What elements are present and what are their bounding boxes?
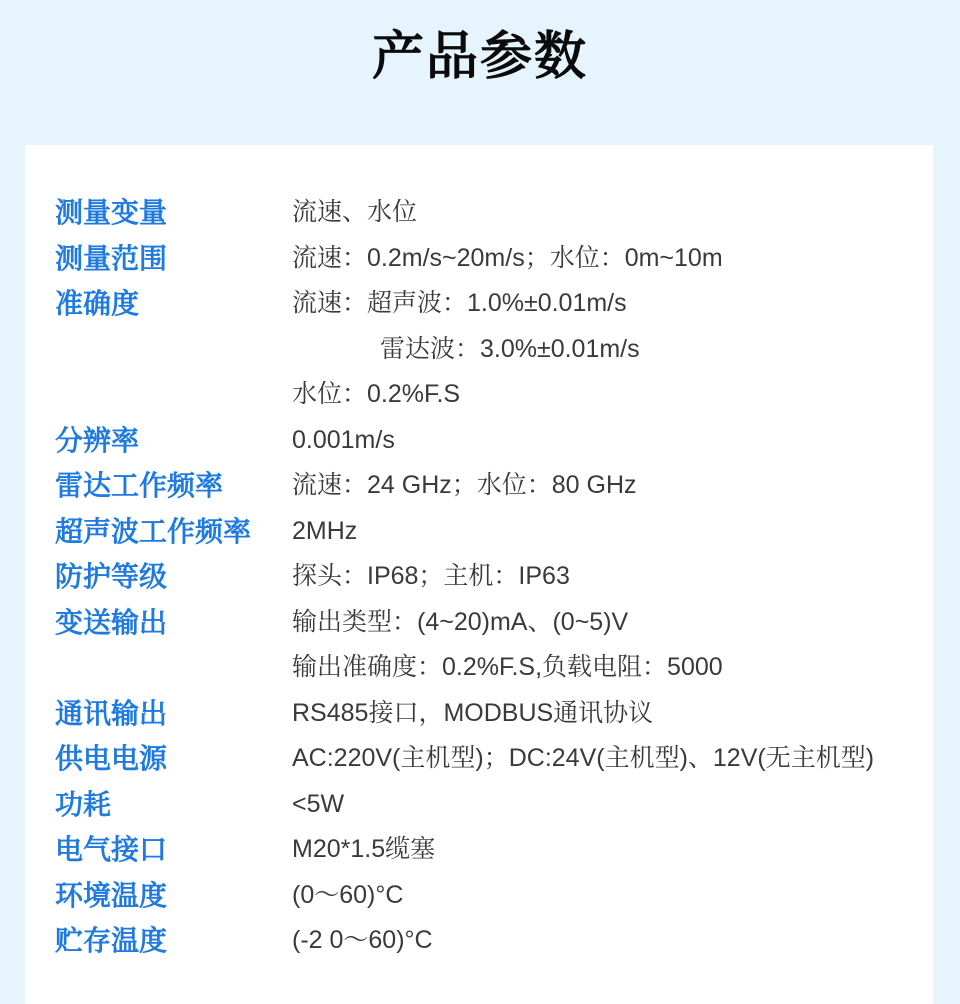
spec-value-line: 0.001m/s — [292, 425, 395, 454]
spec-value — [292, 736, 913, 782]
spec-row-power-supply — [55, 736, 913, 782]
spec-row-power-consumption — [55, 782, 913, 828]
spec-value-line: 流速：超声波：1.0%±0.01m/s — [292, 289, 627, 317]
spec-value-line: AC:220V(主机型)；DC:24V(主机型)、12V(无主机型) — [292, 744, 875, 772]
spec-row-accuracy — [55, 281, 913, 418]
spec-label: 贮存温度 — [55, 925, 168, 956]
spec-row-communication-output — [55, 691, 913, 737]
spec-value-line: <5W — [292, 789, 345, 818]
spec-value — [292, 600, 913, 691]
spec-label: 供电电源 — [55, 743, 168, 774]
spec-value — [292, 509, 913, 555]
spec-row-ultrasonic-frequency — [55, 509, 913, 555]
spec-value-line: 2MHz — [292, 516, 358, 545]
spec-label: 防护等级 — [55, 561, 168, 592]
spec-value-line: 流速：0.2m/s~20m/s；水位：0m~10m — [292, 243, 723, 272]
spec-value — [292, 463, 913, 509]
spec-value-line: 探头：IP68；主机：IP63 — [292, 562, 570, 590]
spec-value-line: (-2 0～60)°C — [292, 926, 433, 954]
spec-label: 准确度 — [55, 288, 140, 319]
spec-value-line: (0～60)°C — [292, 880, 404, 909]
spec-row-protection-rating — [55, 554, 913, 600]
spec-value-line: 输出类型：(4~20)mA、(0~5)V — [292, 607, 629, 636]
spec-label: 雷达工作频率 — [55, 470, 224, 501]
spec-card — [25, 145, 933, 1004]
spec-value — [292, 418, 913, 464]
spec-value — [292, 827, 913, 873]
spec-value-line: 雷达波：3.0%±0.01m/s — [380, 334, 640, 363]
spec-label: 超声波工作频率 — [55, 515, 252, 547]
spec-value — [292, 554, 913, 600]
spec-row-measured-variables — [55, 190, 913, 236]
spec-row-resolution — [55, 418, 913, 464]
spec-label: 变送输出 — [55, 606, 168, 638]
spec-row-storage-temperature — [55, 918, 913, 964]
spec-value-line: 流速：24 GHz；水位：80 GHz — [292, 471, 637, 499]
spec-label: 环境温度 — [55, 879, 168, 911]
spec-row-ambient-temperature — [55, 873, 913, 919]
spec-value — [292, 691, 913, 737]
spec-row-radar-frequency — [55, 463, 913, 509]
spec-value — [292, 918, 913, 964]
spec-value — [292, 873, 913, 919]
spec-label: 测量范围 — [55, 242, 168, 274]
spec-row-measuring-range — [55, 236, 913, 282]
spec-value — [292, 782, 913, 828]
page-title: 产品参数 — [371, 28, 588, 86]
spec-value-line: M20*1.5缆塞 — [292, 835, 436, 863]
spec-value — [292, 190, 913, 236]
spec-row-transmitter-output — [55, 600, 913, 691]
spec-value-line: 流速、水位 — [292, 198, 418, 226]
spec-label: 电气接口 — [55, 834, 168, 865]
spec-label: 测量变量 — [55, 197, 168, 228]
spec-value-line: 输出准确度：0.2%F.S,负载电阻：5000 — [292, 653, 723, 681]
spec-label: 分辨率 — [55, 424, 140, 456]
spec-value-line: 水位：0.2%F.S — [292, 380, 461, 408]
spec-row-electrical-interface — [55, 827, 913, 873]
spec-label: 通讯输出 — [55, 697, 168, 729]
spec-value — [292, 236, 913, 282]
spec-value-line: RS485接口，MODBUS通讯协议 — [292, 698, 654, 727]
spec-label: 功耗 — [55, 788, 112, 820]
spec-value — [292, 281, 913, 418]
